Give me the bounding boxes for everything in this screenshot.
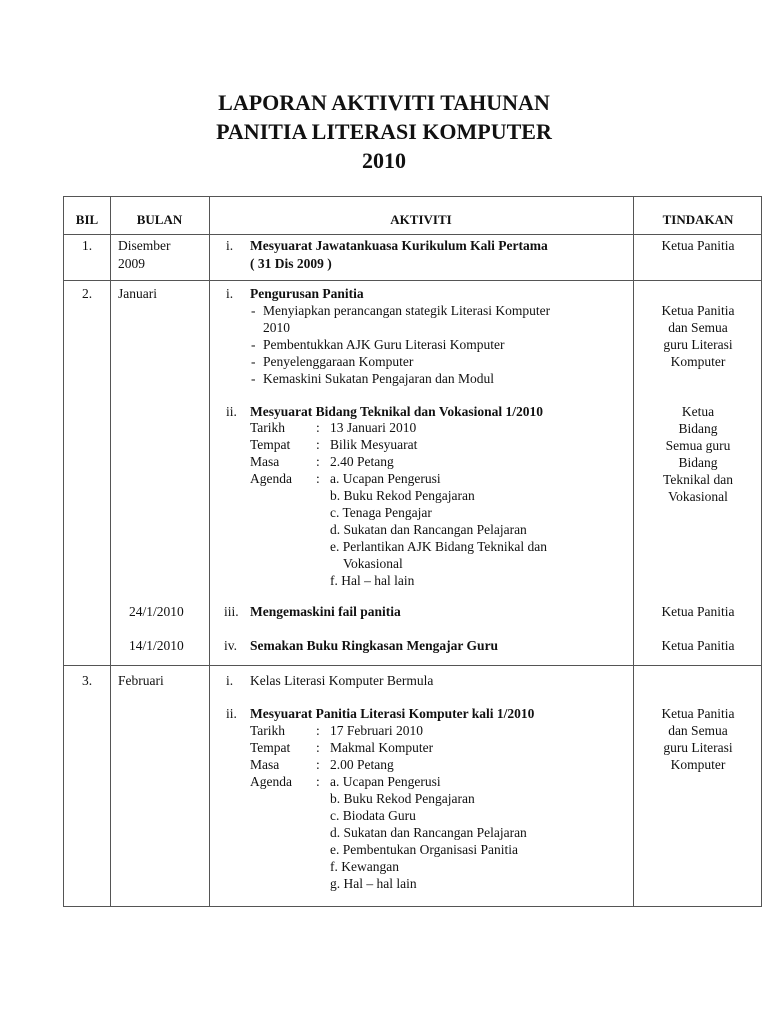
agenda-item: b. Buku Rekod Pengajaran — [330, 488, 475, 503]
row2-activity-3-tindakan: Ketua Panitia — [661, 604, 735, 619]
row1-bil: 1. — [81, 238, 93, 253]
row2-activity-4-date: 14/1/2010 — [129, 638, 184, 653]
meeting-colon: : — [316, 437, 320, 452]
agenda-item: d. Sukatan dan Rancangan Pelajaran — [330, 825, 527, 840]
row2-activity-2-tindakan: Bidang — [678, 421, 718, 436]
row1-bulan: Disember — [118, 238, 171, 253]
row3-activity-2-tindakan: Komputer — [670, 757, 726, 772]
title-line-3: 2010 — [362, 148, 406, 173]
meeting-label-masa: Masa — [250, 454, 280, 469]
agenda-item: f. Hal – hal lain — [330, 573, 415, 588]
meeting-colon: : — [316, 454, 320, 469]
row2-activity-4-tindakan: Ketua Panitia — [661, 638, 735, 653]
bullet-dash: - — [251, 354, 256, 369]
row3-activity-2-tindakan: Ketua Panitia — [661, 706, 735, 721]
row3-activity-2-tindakan: guru Literasi — [663, 740, 733, 755]
row2-activity-1-tindakan: Komputer — [670, 354, 726, 369]
meeting-colon: : — [316, 774, 320, 789]
meeting-value-tarikh: 17 Februari 2010 — [330, 723, 423, 738]
agenda-item: f. Kewangan — [330, 859, 399, 874]
row2-bullet: Menyiapkan perancangan stategik Literasi Komputer — [263, 303, 551, 318]
meeting-colon: : — [316, 420, 320, 435]
row1-bulan-year: 2009 — [118, 256, 145, 271]
meeting-label-agenda: Agenda — [250, 471, 292, 486]
header-tindakan: TINDAKAN — [662, 212, 734, 227]
row1-activity-title: Mesyuarat Jawatankuasa Kurikulum Kali Pertama — [250, 238, 548, 253]
agenda-item: Vokasional — [343, 556, 403, 571]
meeting-label-tempat: Tempat — [250, 437, 291, 452]
meeting-value-tempat: Makmal Komputer — [330, 740, 434, 755]
meeting-label-tarikh: Tarikh — [250, 420, 286, 435]
row2-bullet: Pembentukkan AJK Guru Literasi Komputer — [263, 337, 505, 352]
row1-activity-date: ( 31 Dis 2009 ) — [250, 256, 332, 271]
meeting-value-tempat: Bilik Mesyuarat — [330, 437, 418, 452]
row2-activity-1-number: i. — [226, 286, 234, 301]
row3-bulan: Februari — [118, 673, 164, 688]
title-line-1: LAPORAN AKTIVITI TAHUNAN — [218, 90, 550, 115]
row2-bulan: Januari — [118, 286, 157, 301]
agenda-item: d. Sukatan dan Rancangan Pelajaran — [330, 522, 527, 537]
agenda-item: a. Ucapan Pengerusi — [330, 471, 441, 486]
row1-activity-number: i. — [226, 238, 234, 253]
row2-activity-4-title: Semakan Buku Ringkasan Mengajar Guru — [250, 638, 499, 653]
row-divider — [64, 234, 761, 235]
row2-bullet: 2010 — [263, 320, 290, 335]
row2-activity-2-tindakan: Teknikal dan — [663, 472, 733, 487]
row2-bullet: Penyelenggaraan Komputer — [263, 354, 414, 369]
row3-activity-1-number: i. — [226, 673, 234, 688]
row2-activity-2-tindakan: Ketua — [681, 404, 715, 419]
header-bulan: BULAN — [136, 212, 183, 227]
row3-activity-2-title: Mesyuarat Panitia Literasi Komputer kali 1/2010 — [250, 706, 535, 721]
agenda-item: c. Tenaga Pengajar — [330, 505, 432, 520]
row2-activity-3-title: Mengemaskini fail panitia — [250, 604, 401, 619]
meeting-colon: : — [316, 757, 320, 772]
row1-tindakan: Ketua Panitia — [661, 238, 735, 253]
row2-activity-2-tindakan: Semua guru — [665, 438, 731, 453]
meeting-value-tarikh: 13 Januari 2010 — [330, 420, 417, 435]
agenda-item: b. Buku Rekod Pengajaran — [330, 791, 475, 806]
meeting-value-masa: 2.40 Petang — [330, 454, 394, 469]
row2-activity-2-tindakan: Vokasional — [668, 489, 728, 504]
bullet-dash: - — [251, 337, 256, 352]
bullet-dash: - — [251, 303, 256, 318]
meeting-label-masa: Masa — [250, 757, 280, 772]
bullet-dash: - — [251, 371, 256, 386]
row2-activity-2-tindakan: Bidang — [678, 455, 718, 470]
row3-activity-2-tindakan: dan Semua — [668, 723, 728, 738]
row3-activity-2-number: ii. — [226, 706, 237, 721]
meeting-colon: : — [316, 723, 320, 738]
meeting-label-tempat: Tempat — [250, 740, 291, 755]
title-line-2: PANITIA LITERASI KOMPUTER — [216, 119, 552, 144]
row2-activity-2-title: Mesyuarat Bidang Teknikal dan Vokasional 1/2010 — [250, 404, 543, 419]
row2-activity-2-number: ii. — [226, 404, 237, 419]
row2-activity-1-tindakan: Ketua Panitia — [661, 303, 735, 318]
column-divider — [209, 197, 210, 906]
activity-table — [63, 196, 762, 907]
row2-activity-1-title: Pengurusan Panitia — [250, 286, 364, 301]
meeting-label-agenda: Agenda — [250, 774, 292, 789]
agenda-item: e. Pembentukan Organisasi Panitia — [330, 842, 518, 857]
row2-activity-3-date: 24/1/2010 — [129, 604, 184, 619]
row2-activity-4-number: iv. — [224, 638, 237, 653]
column-divider — [110, 197, 111, 906]
row-divider — [64, 665, 761, 666]
header-aktiviti: AKTIVITI — [390, 212, 452, 227]
row2-bil: 2. — [81, 286, 93, 301]
header-bil: BIL — [75, 212, 99, 227]
row2-activity-1-tindakan: guru Literasi — [663, 337, 733, 352]
meeting-label-tarikh: Tarikh — [250, 723, 286, 738]
meeting-colon: : — [316, 740, 320, 755]
agenda-item: e. Perlantikan AJK Bidang Teknikal dan — [330, 539, 548, 554]
row3-activity-1-text: Kelas Literasi Komputer Bermula — [250, 673, 434, 688]
agenda-item: g. Hal – hal lain — [330, 876, 417, 891]
agenda-item: a. Ucapan Pengerusi — [330, 774, 441, 789]
row2-activity-3-number: iii. — [224, 604, 239, 619]
agenda-item: c. Biodata Guru — [330, 808, 416, 823]
meeting-value-masa: 2.00 Petang — [330, 757, 394, 772]
row2-activity-1-tindakan: dan Semua — [668, 320, 728, 335]
row2-bullet: Kemaskini Sukatan Pengajaran dan Modul — [263, 371, 494, 386]
row-divider — [64, 280, 761, 281]
meeting-colon: : — [316, 471, 320, 486]
row3-bil: 3. — [81, 673, 93, 688]
